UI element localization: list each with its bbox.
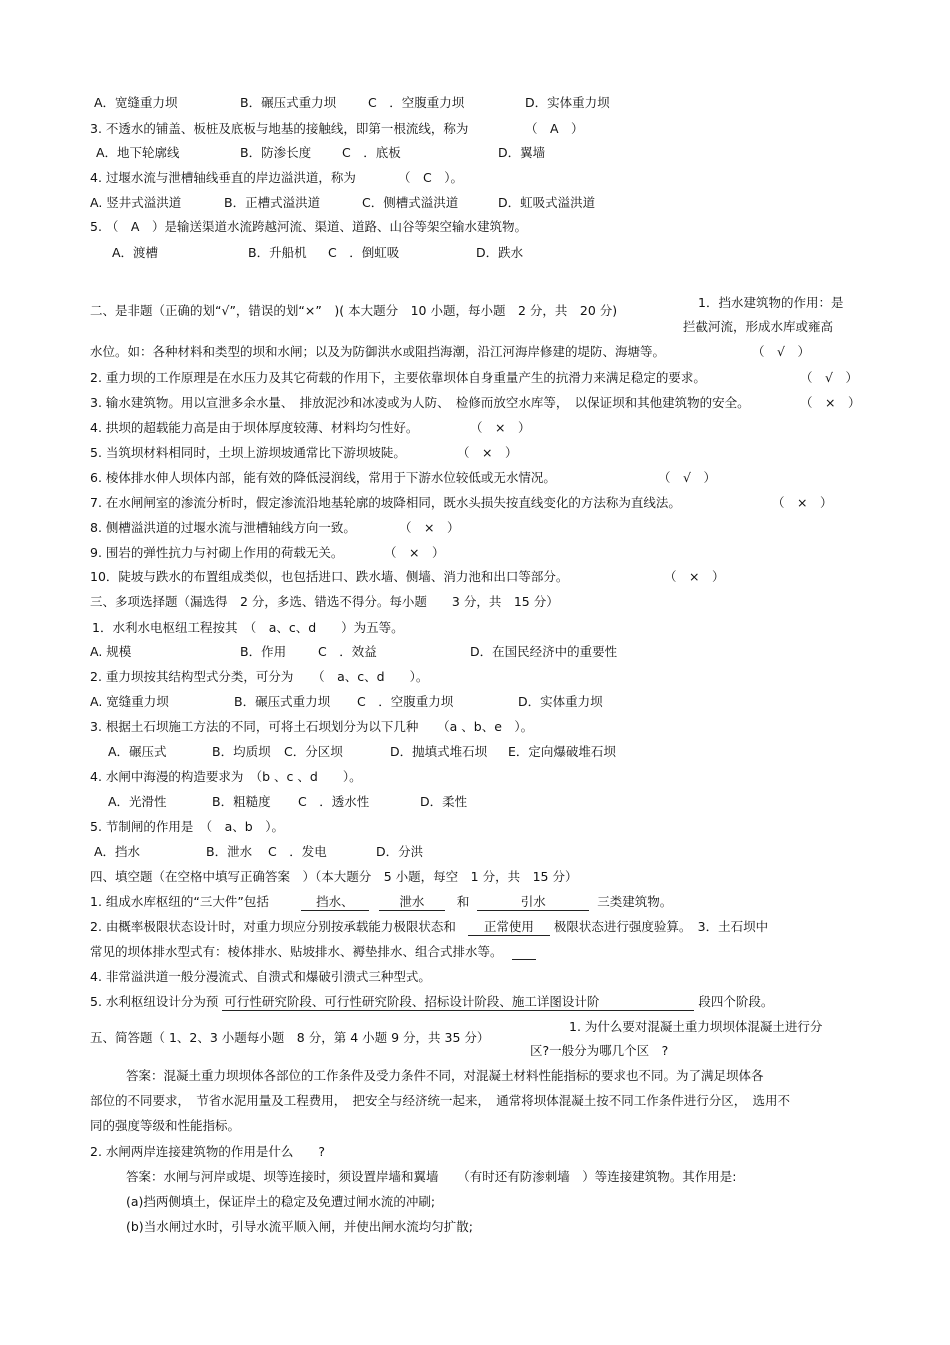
- s2-q6-text: 6. 棱体排水伸人坝体内部，能有效的降低浸润线，常用于下游水位较低或无水情况。: [90, 470, 556, 485]
- s5-a2-line-2: (a)挡两侧填土，保证岸土的稳定及免遭过闸水流的冲刷;: [126, 1194, 436, 1209]
- s5-q1-part-b: 区?一般分为哪几个区 ?: [530, 1043, 669, 1058]
- s1-q3-opt-b: B．防渗长度: [240, 145, 312, 160]
- s3-q5-opt-b: B．泄水: [206, 844, 253, 859]
- s3-q5-text: 5. 节制闸的作用是 （ a、b ）。: [90, 819, 284, 834]
- s4-q1-blank-3: 引水: [477, 894, 589, 911]
- s1-q2-opt-a: A．宽缝重力坝: [94, 95, 178, 110]
- s3-q3-text: 3. 根据土石坝施工方法的不同，可将土石坝划分为以下几种 （a 、b、e ）。: [90, 719, 534, 734]
- s4-q2-prefix: 2. 由概率极限状态设计时，对重力坝应分别按承载能力极限状态和: [90, 919, 456, 934]
- s5-q2-text: 2. 水闸两岸连接建筑物的作用是什么 ?: [90, 1144, 326, 1159]
- s2-q6-answer: （ √ ）: [658, 470, 716, 485]
- s4-q5-prefix: 5. 水利枢纽设计分为预: [90, 994, 219, 1009]
- s3-q3-opt-a: A．碾压式: [108, 744, 167, 759]
- s1-q4-opt-d: D．虹吸式溢洪道: [498, 195, 596, 210]
- s4-title: 四、填空题（在空格中填写正确答案 ）（本大题分 5 小题，每空 1 分，共 15 分）: [90, 869, 578, 884]
- s4-q1-and: 和: [456, 894, 470, 909]
- s2-q1-answer: （ √ ）: [752, 344, 810, 359]
- s4-q3-text: 常见的坝体排水型式有：棱体排水、贴坡排水、褥垫排水、组合式排水等。: [90, 944, 503, 959]
- s4-q1-line: [90, 894, 672, 911]
- s1-q5-opt-b: B．升船机: [248, 245, 307, 260]
- s1-q2-opt-c: C ．空腹重力坝: [368, 95, 465, 110]
- s1-q4-opt-b: B．正槽式溢洪道: [224, 195, 321, 210]
- s5-a2-line-3: (b)当水闸过水时，引导水流平顺入闸，并使出闸水流均匀扩散;: [126, 1219, 473, 1234]
- s1-q5-text: 5. （ A ）是输送渠道水流跨越河流、渠道、道路、山谷等架空输水建筑物。: [90, 219, 527, 234]
- s3-q4-opt-c: C ．透水性: [298, 794, 370, 809]
- s2-q8-answer: （ × ）: [399, 520, 460, 535]
- s1-q2-opt-b: B．碾压式重力坝: [240, 95, 337, 110]
- s2-q1-part-b: 拦截河流，形成水库或雍高: [683, 319, 834, 334]
- s3-q5-opt-a: A．挡水: [94, 844, 141, 859]
- s3-q4-opt-a: A．光滑性: [108, 794, 167, 809]
- s3-q3-opt-b: B．均质坝: [212, 744, 271, 759]
- s3-q4-text: 4. 水闸中海漫的构造要求为 （b 、c 、d ）。: [90, 769, 362, 784]
- s5-a1-line-1: 答案：混凝土重力坝坝体各部位的工作条件及受力条件不同，对混凝土材料性能指标的要求也不同。为了满足坝体各: [126, 1068, 764, 1083]
- s3-q2-opt-a: A. 宽缝重力坝: [90, 694, 169, 709]
- s1-q4-answer: （ C ）。: [398, 170, 463, 185]
- s3-q2-opt-b: B．碾压式重力坝: [234, 694, 331, 709]
- s3-q2-text: 2. 重力坝按其结构型式分类，可分为 （ a、c、d ）。: [90, 669, 429, 684]
- s4-q4-line: 4. 非常溢洪道一般分漫流式、自溃式和爆破引溃式三种型式。: [90, 969, 431, 984]
- s1-q2-opt-d: D．实体重力坝: [525, 95, 610, 110]
- s2-q2-text: 2. 重力坝的工作原理是在水压力及其它荷载的作用下，主要依靠坝体自身重量产生的抗滑力来满足稳定的要求。: [90, 370, 706, 385]
- s1-q3-opt-c: C ．底板: [342, 145, 401, 160]
- s5-title: 五、简答题（ 1、2、3 小题每小题 8 分，第 4 小题 9 分，共 35 分）: [90, 1030, 490, 1045]
- s2-q10-text: 10．陡坡与跌水的布置组成类似，也包括进口、跌水墙、侧墙、消力池和出口等部分。: [90, 569, 569, 584]
- s3-q1-opt-d: D．在国民经济中的重要性: [470, 644, 618, 659]
- s4-q2-line: [90, 919, 768, 936]
- s3-title: 三、多项选择题（漏选得 2 分，多选、错选不得分。每小题 3 分，共 15 分）: [90, 594, 559, 609]
- s2-q5-answer: （ × ）: [457, 445, 518, 460]
- s4-q3-line: [90, 944, 503, 960]
- s3-q5-opt-c: C ．发电: [268, 844, 327, 859]
- s2-q2-answer: （ √ ）: [800, 370, 858, 385]
- s1-q5-opt-c: C ．倒虹吸: [328, 245, 400, 260]
- s3-q5-opt-d: D．分洪: [376, 844, 424, 859]
- s4-q2-blank-1: 正常使用: [468, 919, 550, 936]
- s4-q1-blank-1: 挡水、: [301, 894, 369, 911]
- s3-q1-opt-b: B．作用: [240, 644, 287, 659]
- s1-q5-opt-a: A．渡槽: [112, 245, 159, 260]
- s1-q3-opt-a: A．地下轮廓线: [96, 145, 180, 160]
- s5-a2-line-1: 答案：水闸与河岸或堤、坝等连接时，须设置岸墙和翼墙 （有时还有防渗刺墙 ）等连接建筑物。其作用是:: [126, 1169, 737, 1184]
- s5-q1-part-a: 1. 为什么要对混凝土重力坝坝体混凝土进行分: [569, 1019, 823, 1034]
- s2-q1-part-a: 1．挡水建筑物的作用：是: [698, 295, 844, 310]
- s1-q5-opt-d: D．跌水: [476, 245, 524, 260]
- s3-q1-opt-c: C ．效益: [318, 644, 377, 659]
- s5-a1-line-2: 部位的不同要求， 节省水泥用量及工程费用， 把安全与经济统一起来， 通常将坝体混凝土按不同工作条件进行分区， 选用不: [90, 1093, 791, 1108]
- s2-q1-part-c: 水位。如：各种材料和类型的坝和水闸；以及为防御洪水或阻挡海潮，沿江河海岸修建的堤防、海塘等。: [90, 344, 666, 359]
- s3-q4-opt-b: B．粗糙度: [212, 794, 271, 809]
- s2-q9-text: 9. 围岩的弹性抗力与衬砌上作用的荷载无关。: [90, 545, 344, 560]
- s1-q4-opt-c: C．侧槽式溢洪道: [362, 195, 459, 210]
- s3-q3-opt-e: E．定向爆破堆石坝: [508, 744, 616, 759]
- s1-q4-opt-a: A. 竖井式溢洪道: [90, 195, 182, 210]
- s2-q3-answer: （ × ）: [800, 395, 861, 410]
- s1-q3-text: 3. 不透水的铺盖、板桩及底板与地基的接触线，即第一根流线，称为: [90, 121, 469, 136]
- s4-q5-suffix: 段四个阶段。: [698, 994, 774, 1009]
- s3-q3-opt-c: C．分区坝: [284, 744, 343, 759]
- s2-q7-text: 7. 在水闸闸室的渗流分析时，假定渗流沿地基轮廓的坡降相同，既水头损失按直线变化的方法称为直线法。: [90, 495, 681, 510]
- s1-q3-answer: （ A ）: [525, 121, 584, 136]
- s3-q2-opt-c: C ．空腹重力坝: [357, 694, 454, 709]
- s2-q4-answer: （ × ）: [470, 420, 531, 435]
- s4-q5-line: [90, 994, 773, 1011]
- s4-q2-suffix: 极限状态进行强度验算。 3．土石坝中: [553, 919, 769, 934]
- s2-q3-text: 3. 输水建筑物。用以宣泄多余水量、 排放泥沙和冰凌或为人防、 检修而放空水库等， 以保证坝和其他建筑物的安全。: [90, 395, 750, 410]
- s3-q1-text: 1．水利水电枢纽工程按其 （ a、c、d ）为五等。: [92, 620, 404, 635]
- s5-a1-line-3: 同的强度等级和性能指标。: [90, 1118, 241, 1133]
- s2-q9-answer: （ × ）: [384, 545, 445, 560]
- s1-q4-text: 4. 过堰水流与泄槽轴线垂直的岸边溢洪道，称为: [90, 170, 356, 185]
- s2-q8-text: 8. 侧槽溢洪道的过堰水流与泄槽轴线方向一致。: [90, 520, 356, 535]
- s1-q3-opt-d: D．翼墙: [498, 145, 546, 160]
- s3-q1-opt-a: A. 规模: [90, 644, 132, 659]
- s3-q2-opt-d: D．实体重力坝: [518, 694, 603, 709]
- s2-title: 二、是非题（正确的划“√”，错误的划“×” )( 本大题分 10 小题，每小题 2 分，共 20 分): [90, 303, 618, 318]
- s2-q7-answer: （ × ）: [772, 495, 833, 510]
- s4-q3-underline-tail: [512, 959, 536, 960]
- s4-q1-suffix: 三类建筑物。: [597, 894, 673, 909]
- s2-q10-answer: （ × ）: [664, 569, 725, 584]
- s2-q4-text: 4. 拱坝的超载能力高是由于坝体厚度较薄、材料均匀性好。: [90, 420, 419, 435]
- s4-q1-blank-2: 泄水: [379, 894, 445, 911]
- s4-q1-prefix: 1. 组成水库枢纽的“三大件”包括: [90, 894, 269, 909]
- s3-q3-opt-d: D．抛填式堆石坝: [390, 744, 488, 759]
- s2-q5-text: 5. 当筑坝材料相同时，土坝上游坝坡通常比下游坝坡陡。: [90, 445, 406, 460]
- s3-q4-opt-d: D．柔性: [420, 794, 468, 809]
- s4-q5-blank-1: 可行性研究阶段、可行性研究阶段、招标设计阶段、施工详图设计阶: [222, 994, 694, 1011]
